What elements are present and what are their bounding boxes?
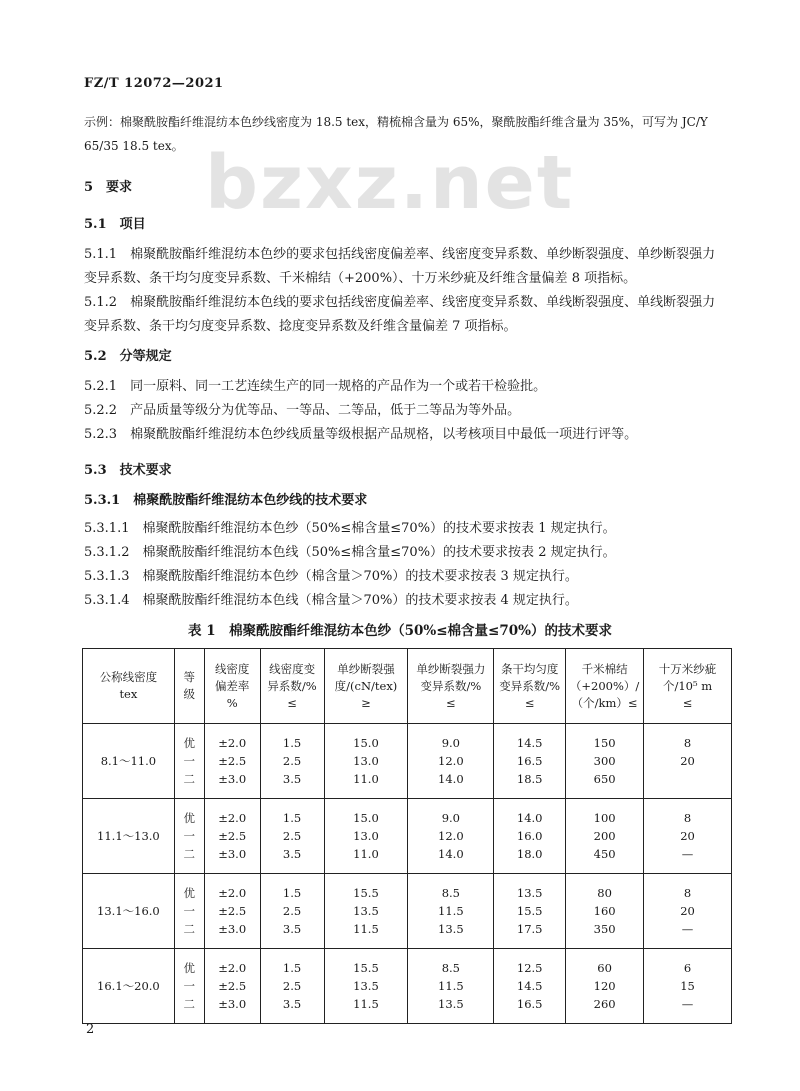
cell-value: 300: [593, 754, 616, 768]
paragraph-5-2-1: 5.2.1 同一原料、同一工艺连续生产的同一规格的产品作为一个或若干检验批。: [84, 379, 547, 394]
table-cell: [204, 874, 260, 949]
cell-value: 100: [593, 811, 616, 825]
nominal-density-cell: 13.1～16.0: [83, 874, 175, 949]
table-cell: [566, 949, 644, 1024]
table-cell: [260, 724, 324, 799]
table-row: [83, 949, 732, 1024]
header-line: 单纱断裂强力: [416, 661, 486, 676]
cell-value: 11.0: [353, 847, 379, 861]
cell-value: 13.5: [353, 979, 379, 993]
cell-value: ±3.0: [218, 997, 247, 1011]
cell-value: 11.5: [438, 904, 464, 918]
cell-value: 14.5: [516, 736, 543, 750]
cell-value: ±2.5: [218, 829, 247, 843]
cell-value: ±3.0: [218, 772, 247, 786]
table-cell: [644, 874, 732, 949]
cell-value: 8.5: [441, 961, 460, 975]
table-cell: [494, 799, 566, 874]
table-cell: [566, 799, 644, 874]
header-line: 条干均匀度: [500, 661, 559, 676]
cell-value: 13.0: [353, 829, 379, 843]
paragraph-5-3-1-1: 5.3.1.1 棉聚酰胺酯纤维混纺本色纱（50%≤棉含量≤70%）的技术要求按表 1 规定执行。: [84, 521, 616, 536]
example-line-2: 65/35 18.5 tex。: [84, 139, 184, 153]
cell-value: ±2.0: [218, 961, 247, 975]
table-cell: [260, 949, 324, 1024]
cell-value: ±2.5: [218, 754, 247, 768]
page-number: 2: [86, 1022, 95, 1037]
table-cell: [494, 949, 566, 1024]
header-line: 公称线密度: [99, 670, 158, 684]
cell-value: 18.0: [516, 847, 543, 861]
cell-value: 2.5: [282, 979, 302, 993]
example-line-1: 示例：棉聚酰胺酯纤维混纺本色纱线密度为 18.5 tex，精梳棉含量为 65%，聚酰胺酯纤维含量为 35%，可写为 JC/Y: [84, 115, 708, 129]
cell-value: 6: [683, 961, 692, 975]
cell-value: [644, 770, 731, 788]
table-cell: [644, 799, 732, 874]
cell-value: 650: [593, 772, 616, 786]
section-5-2-heading: 5.2 分等规定: [84, 349, 172, 364]
cell-value: 120: [593, 979, 616, 993]
header-line: ≤: [287, 695, 297, 710]
watermark: bzxz.net: [205, 140, 575, 226]
cell-value: 15.5: [353, 886, 379, 900]
cell-value: ±2.0: [218, 811, 247, 825]
cell-value: 450: [593, 847, 616, 861]
table-caption: 表 1 棉聚酰胺酯纤维混纺本色纱（50%≤棉含量≤70%）的技术要求: [188, 623, 612, 639]
nominal-density-cell: 11.1～13.0: [83, 799, 175, 874]
document-header: FZ/T 12072—2021: [84, 76, 224, 91]
cell-value: 二: [183, 772, 196, 786]
header-yarn-faults: [644, 649, 732, 724]
cell-value: 15.5: [353, 961, 379, 975]
cell-value: 3.5: [282, 997, 302, 1011]
cell-value: 20: [680, 754, 695, 768]
table-cell: [174, 949, 204, 1024]
cell-value: 一: [183, 829, 196, 843]
cell-value: 3.5: [282, 772, 302, 786]
header-line: 线密度: [214, 661, 250, 676]
table-cell: [408, 799, 494, 874]
header-neps: [566, 649, 644, 724]
table-cell: [566, 724, 644, 799]
header-line: 级: [183, 687, 196, 701]
header-line: （+200%）/: [569, 678, 640, 693]
table-header-row: [83, 649, 732, 724]
cell-value: 18.5: [516, 772, 543, 786]
table-cell: [324, 949, 408, 1024]
header-grade: [174, 649, 204, 724]
header-density-cv: [260, 649, 324, 724]
table-cell: [260, 799, 324, 874]
cell-value: 二: [183, 997, 196, 1011]
cell-value: 1.5: [282, 736, 302, 750]
header-line: 等: [183, 670, 196, 684]
header-nominal-density: [83, 649, 175, 724]
paragraph-5-3-1-4: 5.3.1.4 棉聚酰胺酯纤维混纺本色线（棉含量＞70%）的技术要求按表 4 规定执行。: [84, 593, 578, 608]
cell-value: ±2.0: [218, 886, 247, 900]
table-cell: [408, 724, 494, 799]
cell-value: 11.5: [353, 922, 379, 936]
table-cell: [324, 874, 408, 949]
example-paragraph: [84, 110, 724, 158]
table-cell: [174, 874, 204, 949]
cell-value: 17.5: [516, 922, 543, 936]
cell-value: ±3.0: [218, 922, 247, 936]
table-cell: [204, 799, 260, 874]
cell-value: 200: [593, 829, 616, 843]
cell-value: 14.5: [516, 979, 543, 993]
cell-value: 8: [683, 736, 692, 750]
cell-value: 11.5: [353, 997, 379, 1011]
table-cell: [204, 724, 260, 799]
cell-value: 350: [593, 922, 616, 936]
nominal-density-cell: 8.1～11.0: [83, 724, 175, 799]
cell-value: 2.5: [282, 829, 302, 843]
cell-value: 15.0: [353, 736, 379, 750]
header-line: ≤: [524, 695, 535, 710]
nominal-density-cell: 16.1～20.0: [83, 949, 175, 1024]
cell-value: 11.5: [438, 979, 464, 993]
table-cell: [324, 799, 408, 874]
header-line: 千米棉结: [581, 661, 628, 676]
cell-value: 优: [183, 961, 196, 975]
cell-value: 二: [183, 847, 196, 861]
cell-value: ±2.5: [218, 904, 247, 918]
header-line: 单纱断裂强: [337, 661, 395, 676]
cell-value: ±2.0: [218, 736, 247, 750]
cell-value: 1.5: [282, 811, 302, 825]
cell-value: 13.0: [353, 754, 379, 768]
header-breaking-tenacity: [324, 649, 408, 724]
cell-value: 16.5: [516, 997, 543, 1011]
table-cell: [204, 949, 260, 1024]
table-cell: [174, 799, 204, 874]
cell-value: 20: [680, 829, 695, 843]
cell-value: ±2.5: [218, 979, 247, 993]
section-5-3-1-heading: 5.3.1 棉聚酰胺酯纤维混纺本色纱线的技术要求: [84, 493, 368, 508]
cell-value: 14.0: [516, 811, 543, 825]
cell-value: 12.5: [516, 961, 543, 975]
paragraph-5-3-1-3: 5.3.1.3 棉聚酰胺酯纤维混纺本色纱（棉含量＞70%）的技术要求按表 3 规定执行。: [84, 569, 578, 584]
cell-value: 260: [593, 997, 616, 1011]
cell-value: 9.0: [441, 811, 460, 825]
header-evenness-cv: [494, 649, 566, 724]
cell-value: 13.5: [438, 997, 464, 1011]
cell-value: 15.5: [516, 904, 543, 918]
cell-value: 一: [183, 754, 196, 768]
table-row: [83, 874, 732, 949]
table-cell: [566, 874, 644, 949]
header-density-deviation: [204, 649, 260, 724]
cell-value: —: [681, 847, 694, 861]
cell-value: 80: [597, 886, 612, 900]
paragraph-5-1-1: 5.1.1 棉聚酰胺酯纤维混纺本色纱的要求包括线密度偏差率、线密度变异系数、单纱断裂强度、单纱断裂强力变异系数、条干均匀度变异系数、千米棉结（+200%）、十万米纱疵及纤维含量偏差 8 项指标。: [84, 247, 716, 286]
cell-value: 15.0: [353, 811, 379, 825]
table-row: [83, 799, 732, 874]
header-line: 变异系数/%: [499, 678, 561, 693]
table-cell: [644, 724, 732, 799]
cell-value: 3.5: [282, 922, 302, 936]
section-5-3-heading: 5.3 技术要求: [84, 463, 172, 478]
header-line: （个/km）≤: [571, 695, 638, 710]
table-cell: [494, 724, 566, 799]
table-cell: [408, 949, 494, 1024]
cell-value: 13.5: [438, 922, 464, 936]
header-line: 偏差率: [214, 678, 250, 693]
cell-value: 优: [183, 886, 196, 900]
cell-value: 13.5: [516, 886, 543, 900]
header-line: 度/(cN/tex): [334, 678, 398, 693]
table-cell: [494, 874, 566, 949]
cell-value: 160: [593, 904, 616, 918]
header-breaking-force-cv: [408, 649, 494, 724]
cell-value: 12.0: [438, 754, 464, 768]
cell-value: 20: [680, 904, 695, 918]
section-5-1-heading: 5.1 项目: [84, 217, 146, 232]
cell-value: 16.5: [516, 754, 543, 768]
cell-value: 8.5: [441, 886, 460, 900]
section-5-heading: 5 要求: [84, 180, 133, 195]
header-line: 个/10⁵ m: [662, 678, 713, 693]
cell-value: 12.0: [438, 829, 464, 843]
cell-value: 8: [683, 886, 692, 900]
cell-value: 14.0: [438, 772, 464, 786]
paragraph-5-1-2: 5.1.2 棉聚酰胺酯纤维混纺本色线的要求包括线密度偏差率、线密度变异系数、单线断裂强度、单线断裂强力变异系数、条干均匀度变异系数、捻度变异系数及纤维含量偏差 7 项指标。: [84, 295, 716, 334]
paragraph-5-3-1-2: 5.3.1.2 棉聚酰胺酯纤维混纺本色线（50%≤棉含量≤70%）的技术要求按表 2 规定执行。: [84, 545, 616, 560]
paragraph-5-2-3: 5.2.3 棉聚酰胺酯纤维混纺本色纱线质量等级根据产品规格，以考核项目中最低一项进行评等。: [84, 427, 638, 442]
cell-value: 2.5: [282, 754, 302, 768]
header-line: 变异系数/%: [420, 678, 482, 693]
cell-value: 9.0: [441, 736, 460, 750]
cell-value: —: [681, 997, 694, 1011]
cell-value: 14.0: [438, 847, 464, 861]
table-cell: [174, 724, 204, 799]
cell-value: 2.5: [282, 904, 302, 918]
cell-value: 13.5: [353, 904, 379, 918]
cell-value: 二: [183, 922, 196, 936]
header-line: 线密度变: [269, 661, 316, 676]
header-line: 十万米纱疵: [658, 661, 717, 676]
header-line: ≤: [446, 695, 456, 710]
header-line: tex: [119, 687, 138, 701]
cell-value: 一: [183, 904, 196, 918]
cell-value: 15: [680, 979, 695, 993]
header-line: 异系数/%: [267, 678, 317, 693]
cell-value: 8: [683, 811, 692, 825]
technical-requirements-table: [82, 648, 732, 1024]
header-line: %: [226, 695, 238, 710]
table-cell: [408, 874, 494, 949]
cell-value: 一: [183, 979, 196, 993]
cell-value: 11.0: [353, 772, 379, 786]
table-cell: [644, 949, 732, 1024]
header-line: ≤: [682, 695, 693, 710]
table-cell: [260, 874, 324, 949]
cell-value: —: [681, 922, 694, 936]
cell-value: 60: [597, 961, 612, 975]
cell-value: 1.5: [282, 961, 302, 975]
table-cell: [324, 724, 408, 799]
paragraph-5-2-2: 5.2.2 产品质量等级分为优等品、一等品、二等品，低于二等品为等外品。: [84, 403, 521, 418]
cell-value: 16.0: [516, 829, 543, 843]
cell-value: ±3.0: [218, 847, 247, 861]
header-line: ≥: [361, 695, 371, 710]
table-row: [83, 724, 732, 799]
cell-value: 优: [183, 811, 196, 825]
cell-value: 优: [183, 736, 196, 750]
cell-value: 1.5: [282, 886, 302, 900]
cell-value: 3.5: [282, 847, 302, 861]
cell-value: 150: [593, 736, 616, 750]
